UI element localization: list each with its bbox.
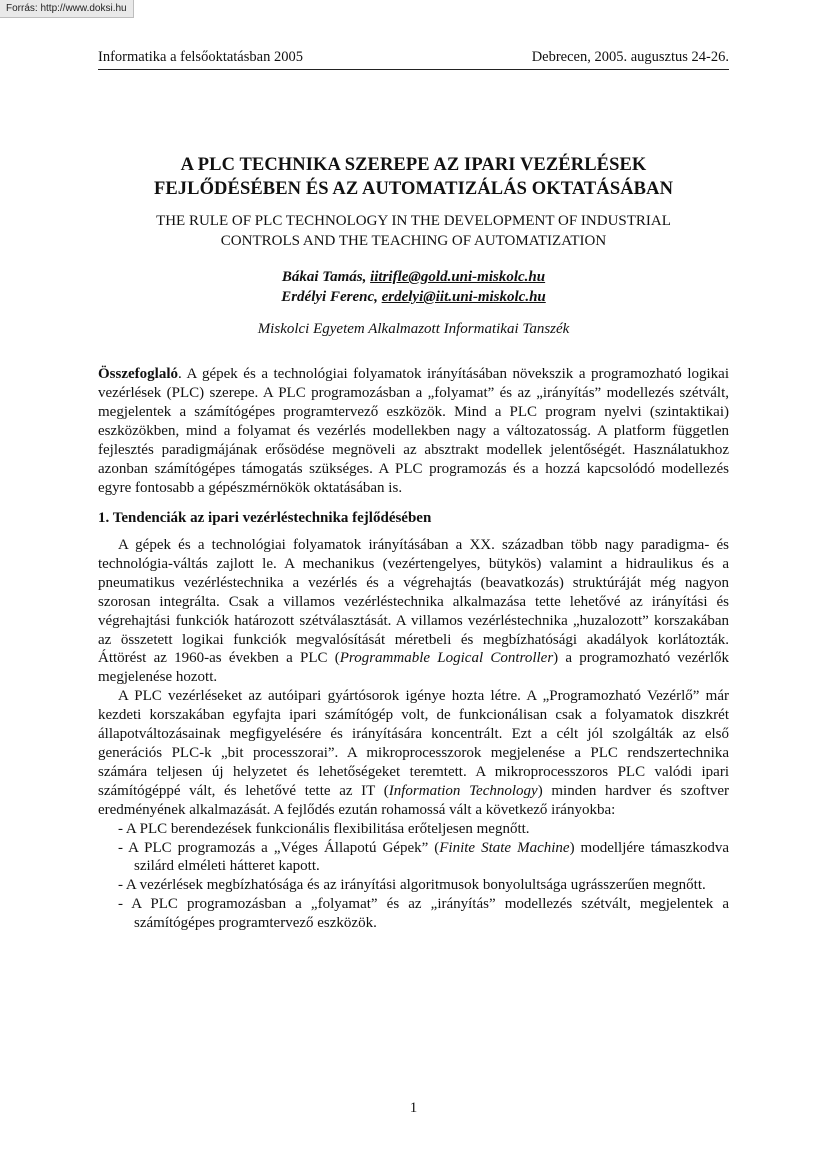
header-conference: Informatika a felsőoktatásban 2005 [98,49,303,65]
paragraph-2-text-b: ) minden hardver és szoftver eredményének alkalmazását. A fejlődés ezután rohamossá vált a következő irányokba: [98,782,729,818]
list-item [98,895,729,933]
affiliation: Miskolci Egyetem Alkalmazott Informatikai Tanszék [257,321,570,337]
author-2-email-link[interactable]: erdelyi@iit.uni-miskolc.hu [381,289,546,305]
author-1-name: Bákai Tamás, [281,269,371,285]
paragraph-2-text-a: A PLC vezérléseket az autóipari gyártósorok igénye hozta létre. A „Programozható Vezérlő” már kezdeti korszakában egyfajta ipari számítógép volt, de funkcionálisan csak a folyamatok diszkrét állapotváltozásainak megfigyelésére és irányítására koncentrált. Ezt a célt jól szolgálták az első generációs PLC-k „bit processzorai”. A mikroprocesszorok megjelenése a PLC rendszertechnika számára teljesen új helyzetet és lehetőségeket teremtett. A mikroprocesszoros PLC valódi ipari számítógéppé vált, és lehetővé tette az IT ( [98,688,729,799]
page [98,49,729,933]
author-1-email-link[interactable]: iitrifle@gold.uni-miskolc.hu [370,269,546,285]
list-item-emphasis: Finite State Machine [439,839,570,856]
header-location-date: Debrecen, 2005. augusztus 24-26. [531,49,729,65]
page-number: 1 [409,1100,418,1116]
authors [98,267,729,307]
paragraph-1-emphasis: Programmable Logical Controller [339,650,554,667]
author-1 [98,267,729,287]
author-2-name: Erdélyi Ferenc, [281,289,382,305]
section-1-paragraph-1 [98,536,729,687]
list-item-text: - A PLC programozásban a „folyamat” és az „irányítás” modellezés szétvált, megjelentek a számítógépes programtervező eszközök. [118,896,729,932]
section-1-paragraph-2 [98,687,729,819]
subtitle-line-2: CONTROLS AND THE TEACHING OF AUTOMATIZATION [220,233,607,249]
abstract [98,365,729,498]
title-line-2: FEJLŐDÉSÉBEN ÉS AZ AUTOMATIZÁLÁS OKTATÁSÁBAN [153,179,674,199]
section-1-heading: 1. Tendenciák az ipari vezérléstechnika fejlődésében [98,510,432,526]
abstract-label: Összefoglaló [98,366,178,382]
author-2 [98,287,729,307]
paragraph-1-text-b: ) a programozható vezérlők megjelenése hozott. [98,650,729,686]
list-item-text: - A vezérlések megbízhatósága és az irányítási algoritmusok bonyolultsága ugrásszerűen megnőtt. [118,877,706,894]
paragraph-1-text-a: A gépek és a technológiai folyamatok irányításában a XX. században több nagy paradigma- és technológia-váltás zajlott le. A mechanikus (vezértengelyes, bütykös) valamint a hidraulikus és a pneumatikus vezérléstechnika a vezérlés és a végrehajtás (beavatkozás) struktúráját még nagyon szorosan integrálta. Csak a villamos vezérléstechnika alkalmazása tette lehetővé az irányítási és végrehajtási funkciók határozott szétválasztását. A villamos vezérléstechnika „huzalozott” korszakában az összetett logikai funkciók megvalósítását méretbeli és megbízhatósági akadályok korlátozták. Áttörést az 1960-as években a PLC ( [98,537,729,667]
list-item-text: - A PLC berendezések funkcionális flexibilitása erőteljesen megnőtt. [118,820,530,837]
list-item-text-end: ) modelljére támaszkodva szilárd elméleti hátteret kapott. [134,839,730,875]
abstract-text: . A gépek és a technológiai folyamatok irányításában növekszik a programozható logikai vezérlések (PLC) szerepe. A PLC programozásban a „folyamat” és az „irányítás” modellezés szétvált, megjelentek a számítógépes programtervező eszközök. Mind a PLC program nyelvi (szintaktikai) eszközökben, mind a folyamat és vezérlés modellekben nagy a változatosság. A platform független fejlesztés paradigmájának erősödése megnövelі az absztrakt modellek jelentőségét. Használatukhoz azonban számítógépes támogatás szükséges. A PLC programozás és a hozzá kapcsolódó modellezés egyre fontosabb a gépészmérnökök oktatásában is. [98,366,729,496]
source-tag: Forrás: http://www.doksi.hu [0,0,134,18]
title-line-1: A PLC TECHNIKA SZEREPE AZ IPARI VEZÉRLÉSEK [180,155,647,175]
paper-subtitle [98,211,729,251]
list-item [98,839,729,877]
list-item-text: - A PLC programozás a „Véges Állapotú Gépek” ( [118,839,440,856]
paper-title [98,153,729,201]
subtitle-line-1: THE RULE OF PLC TECHNOLOGY IN THE DEVELOPMENT OF INDUSTRIAL [156,213,671,229]
running-header [98,49,729,70]
list-item [98,820,729,839]
trend-list [98,820,729,933]
list-item [98,876,729,895]
paragraph-2-emphasis: Information Technology [388,782,538,799]
